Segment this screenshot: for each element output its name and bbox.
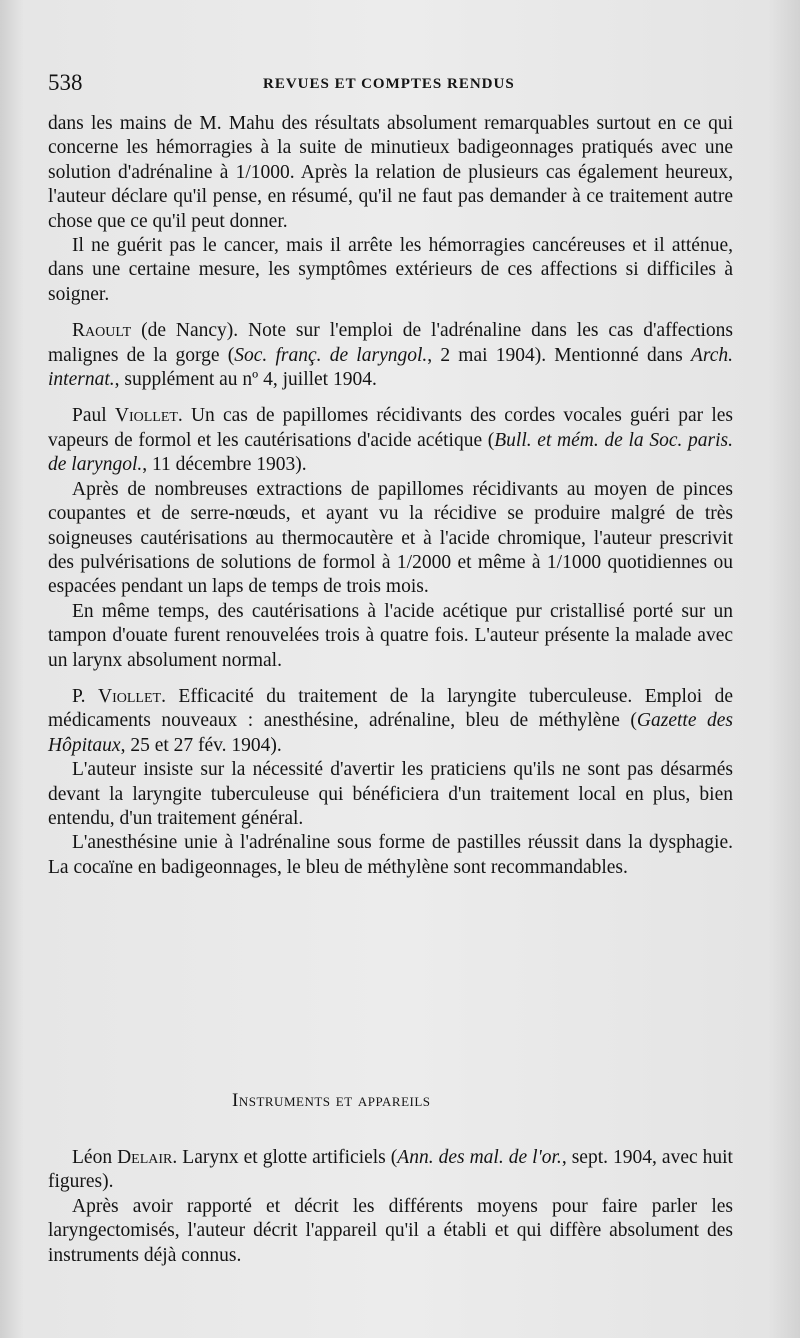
citation-text: . Efficacité du traitement de la laryngite tuberculeuse. Emploi de médicaments nouveaux : anesthésine, adrénaline, bleu de méthylène ( [48,685,734,732]
body-text-section-2 [48,1146,733,1268]
paragraph-11: Après avoir rapporté et décrit les différents moyens pour faire parler les laryngectomisés, l'auteur décrit l'appareil qu'il a établi et qui diffère absolument des instruments déjà connus. [48,1195,733,1266]
paragraph-1: dans les mains de M. Mahu des résultats absolument remarquables surtout en ce qui concerne les hémorragies à la suite de minutieux badigeonnages pratiqués avec une solution d'adrénaline à 1/1000. Après la relation de plusieurs cas également heureux, l'auteur déclare qu'il pense, en résumé, qu'il ne faut pas demander à ce traitement autre chose que ce qu'il peut donner. [48,113,733,232]
page-number: 538 [48,70,83,95]
paragraph-8: L'auteur insiste sur la nécessité d'avertir les praticiens qu'ils ne sont pas désarmés devant la laryngite tuberculeuse qui bénéficiera d'un traitement local en plus, bien entendu, d'un traitement général. [48,759,733,829]
journal-title: Ann. des mal. de l'or. [397,1147,562,1168]
paragraph-9: L'anesthésine unie à l'adrénaline sous forme de pastilles réussit dans la dysphagie. La cocaïne en badigeonnages, le bleu de méthylène sont recommandables. [48,832,733,878]
paragraph-raoult [48,319,733,392]
paragraph-6: En même temps, des cautérisations à l'acide acétique pur cristallisé porté sur un tampon d'ouate furent renouvelées trois à quatre fois. L'auteur présente la malade avec un larynx absolument normal. [48,600,733,671]
citation-text: (de Nancy). Note sur l'emploi de l'adrénaline dans les cas d'affections malignes de la gorge ( [48,320,733,366]
author-first-name: Léon [72,1147,118,1168]
paragraph-5: Après de nombreuses extractions de papillomes récidivants au moyen de pinces coupantes et de serre-nœuds, et ayant vu la récidive se produire malgré de très soigneuses cautérisations au thermocautère et à l'acide chromique, l'auteur prescrivit des pulvérisations de solutions de formol à 1/2000 et même à 1/1000 quotidiennes ou espacées pendant un laps de temps de trois mois. [48,478,733,598]
author-name: Raoult [72,320,132,342]
citation-text: . Larynx et glotte artificiels ( [172,1147,398,1168]
journal-title: Gazette des Hôpitaux [48,710,733,756]
author-name: Delair [117,1147,173,1168]
paragraph-2: Il ne guérit pas le cancer, mais il arrête les hémorragies cancéreuses et il atténue, dans une certaine mesure, les symptômes extérieurs de ces affections si difficiles à soigner. [48,235,733,305]
citation-text: , 11 décembre 1903). [142,454,307,476]
author-name: Viollet [114,405,178,427]
journal-title: Arch. internat. [48,344,733,391]
paragraph-viollet-1 [48,404,733,477]
author-first-name: P. [72,685,99,707]
body-text [48,112,733,880]
citation-text: , 2 mai 1904). Mentionné dans [427,344,691,366]
citation-text: . Un cas de papillomes récidivants des cordes vocales guéri par les vapeurs de formol et les cautérisations d'acide acétique ( [48,405,733,451]
journal-title: Bull. et mém. de la Soc. paris. de laryngol. [48,429,733,476]
running-head: REVUES ET COMPTES RENDUS [263,76,515,92]
citation-text: , sept. 1904, avec huit figures). [48,1147,733,1193]
citation-text: , 25 et 27 fév. 1904). [120,734,282,756]
paragraph-delair [48,1146,733,1195]
page-header [48,70,738,100]
paragraph-viollet-2 [48,685,733,758]
citation-text: , supplément au nº 4, juillet 1904. [114,369,377,391]
journal-title: Soc. franç. de laryngol. [234,344,428,366]
author-name: Viollet [98,685,162,707]
section-heading: Instruments et appareils [232,1090,431,1111]
author-first-name: Paul [72,405,115,427]
